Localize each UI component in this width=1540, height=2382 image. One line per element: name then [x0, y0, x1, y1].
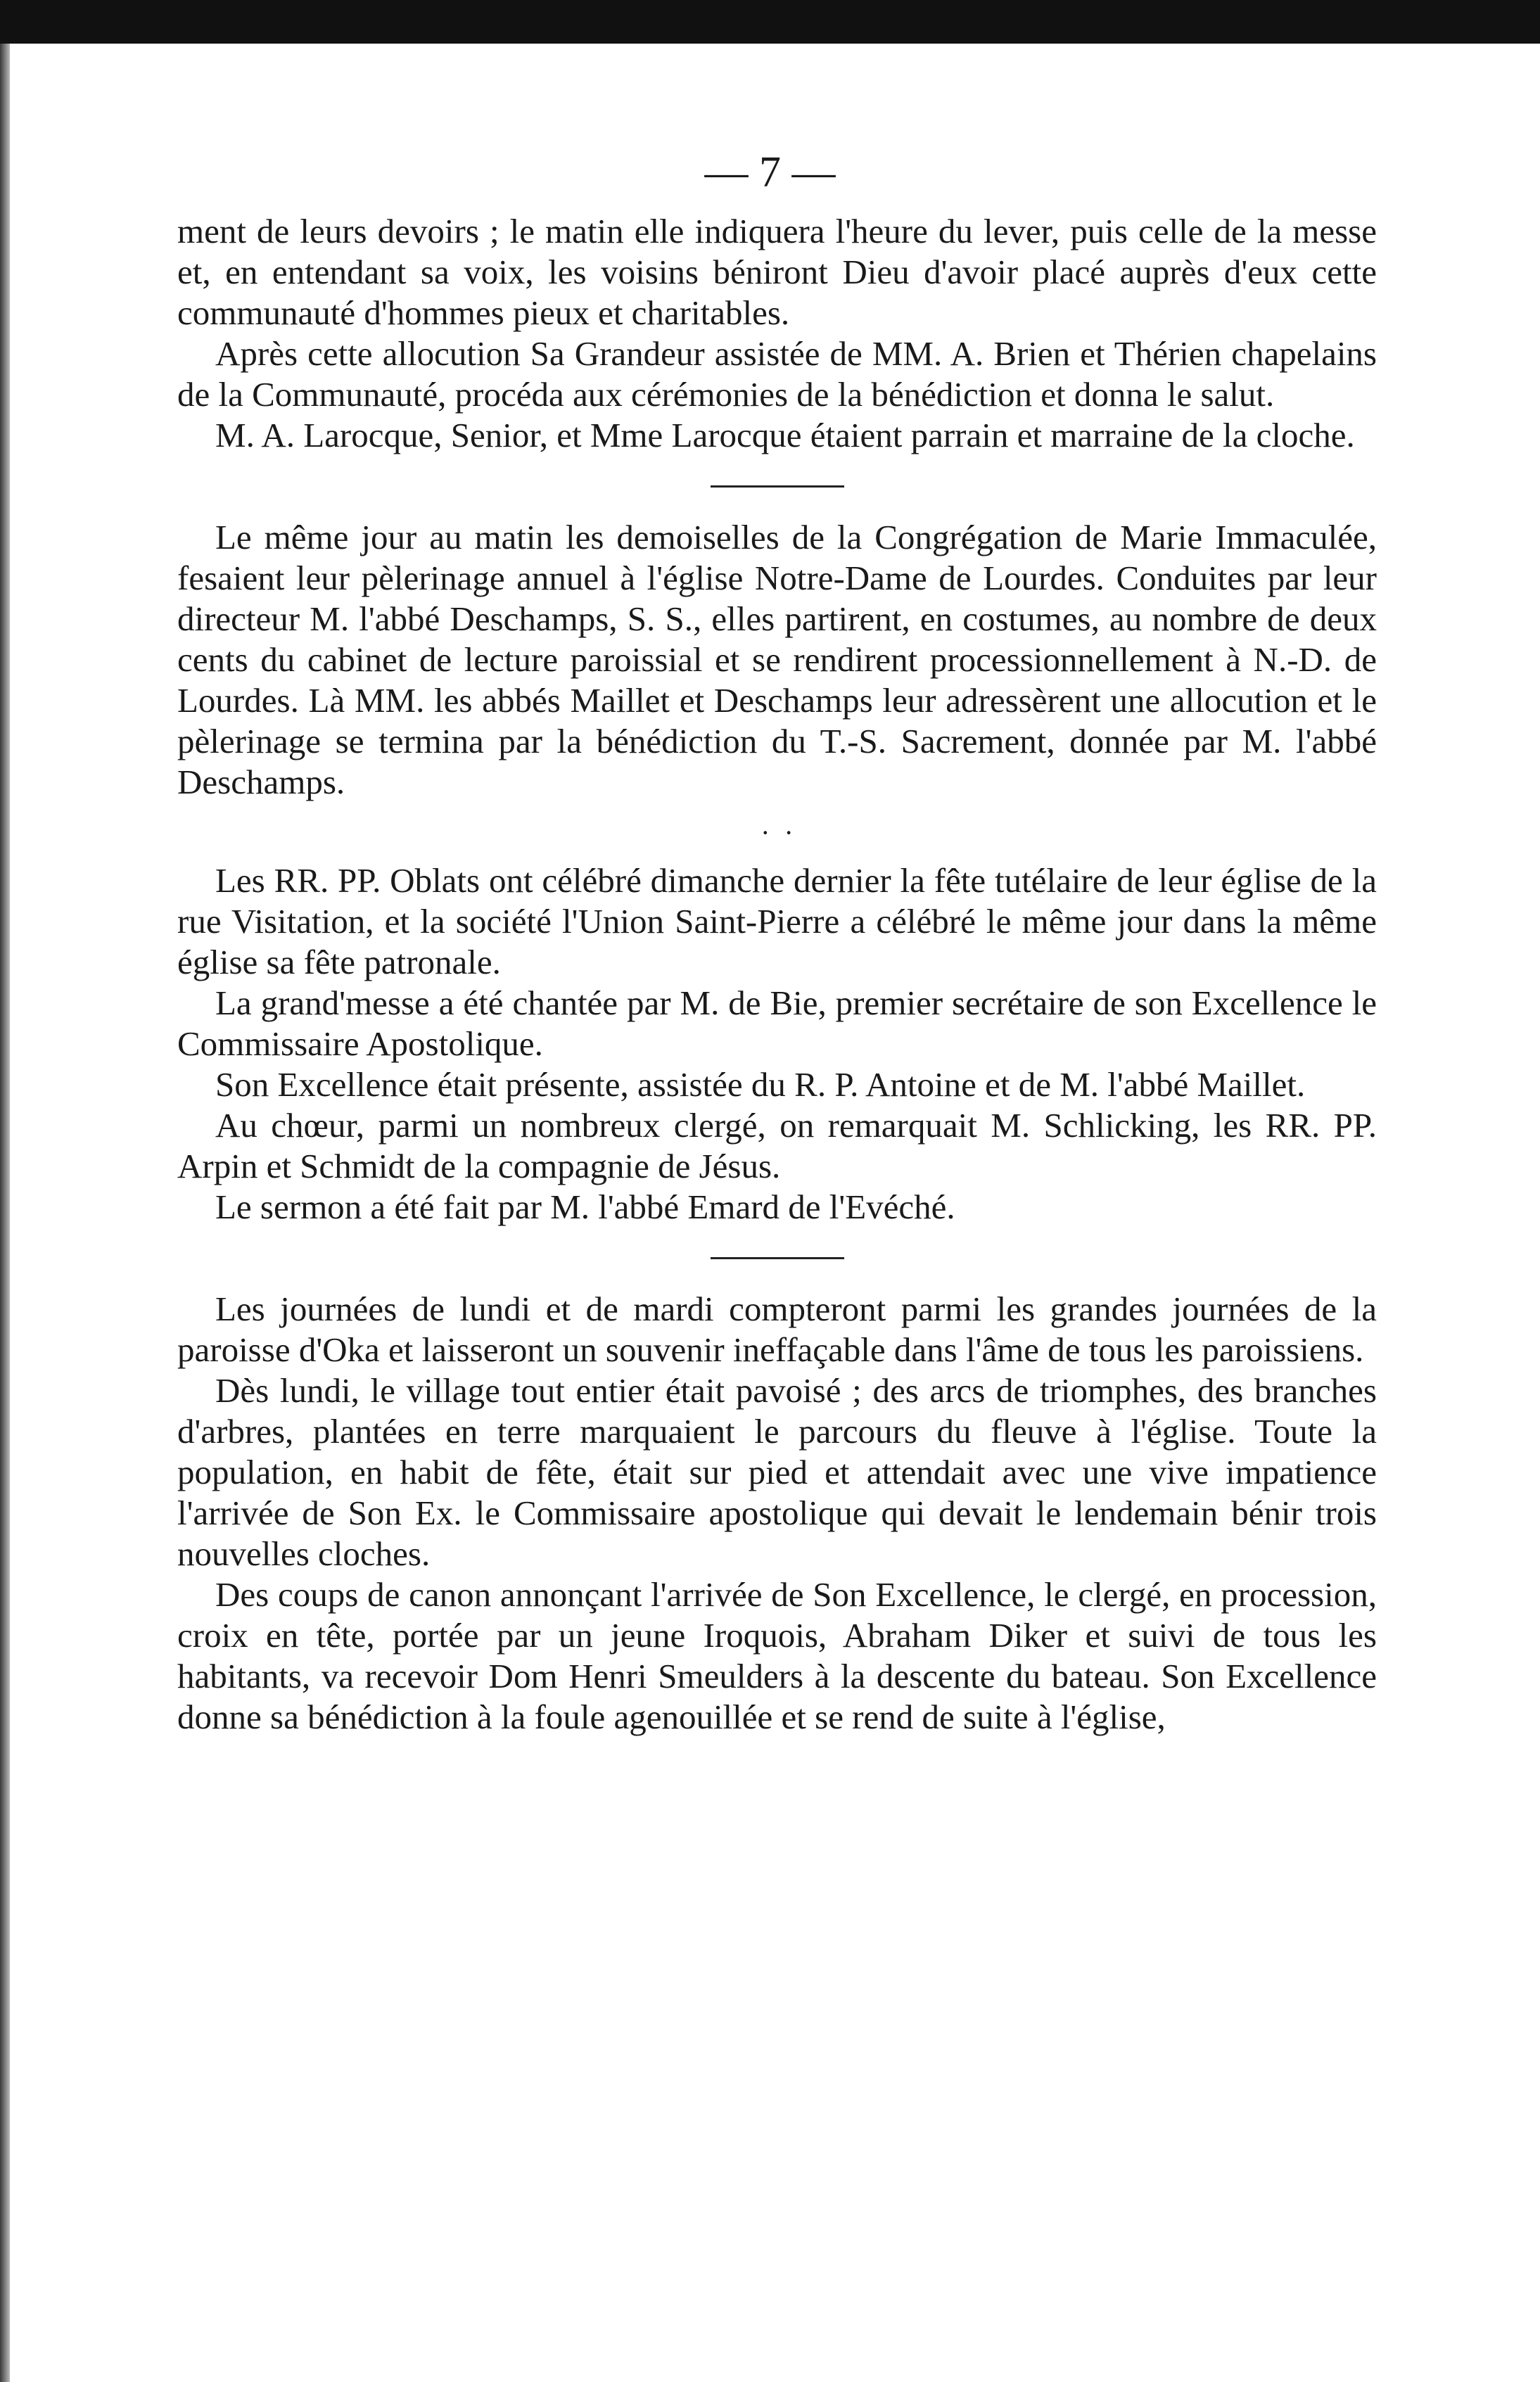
paragraph: La grand'messe a été chantée par M. de Bie, premier secrétaire de son Excellence le Commissaire Apostolique.: [177, 983, 1377, 1063]
scan-top-border: [0, 0, 1540, 44]
paragraph: ment de leurs devoirs ; le matin elle indiquera l'heure du lever, puis celle de la messe et, en entendant sa voix, les voisins béniront Dieu d'avoir placé auprès d'eux cette communauté d'hommes pieux et charitables.: [177, 212, 1377, 332]
paragraph: Les journées de lundi et de mardi compteront parmi les grandes journées de la paroisse d'Oka et laisseront un souvenir ineffaçable dans l'âme de tous les paroissiens.: [177, 1289, 1377, 1369]
page-number: — 7 —: [704, 148, 836, 196]
paragraph: M. A. Larocque, Senior, et Mme Larocque étaient parrain et marraine de la cloche.: [215, 416, 1355, 454]
paragraph: Des coups de canon annonçant l'arrivée de Son Excellence, le clergé, en procession, croix en tête, portée par un jeune Iroquois, Abraham Diker et suivi de tous les habitants, va recevoir Dom Henri Smeulders à la descente du bateau. Son Excellence donne sa bénédiction à la foule agenouillée et se rend de suite à l'église,: [177, 1575, 1377, 1736]
paragraph: Son Excellence était présente, assistée du R. P. Antoine et de M. l'abbé Maillet.: [215, 1065, 1306, 1104]
paragraph: Les RR. PP. Oblats ont célébré dimanche dernier la fête tutélaire de leur église de la rue Visitation, et la société l'Union Saint-Pierre a célébré le même jour dans la même église sa fête patronale.: [177, 861, 1377, 981]
section-divider: [711, 1257, 844, 1259]
ornament-divider: · ·: [761, 817, 794, 848]
paragraph: Au chœur, parmi un nombreux clergé, on remarquait M. Schlicking, les RR. PP. Arpin et Schmidt de la compagnie de Jésus.: [177, 1106, 1377, 1185]
section-divider: [711, 485, 844, 488]
paragraph: Après cette allocution Sa Grandeur assistée de MM. A. Brien et Thérien chapelains de la Communauté, procéda aux cérémonies de la bénédiction et donna le salut.: [177, 334, 1377, 414]
paragraph: Le sermon a été fait par M. l'abbé Emard de l'Evéché.: [215, 1187, 955, 1226]
paragraph: Le même jour au matin les demoiselles de la Congrégation de Marie Immaculée, fesaient leur pèlerinage annuel à l'église Notre-Dame de Lourdes. Conduites par leur directeur M. l'abbé Deschamps, S. S., elles partirent, en costumes, au nombre de deux cents du cabinet de lecture paroissial et se rendirent processionnellement à N.-D. de Lourdes. Là MM. les abbés Maillet et Deschamps leur adressèrent une allocution et le pèlerinage se termina par la bénédiction du T.-S. Sacrement, donnée par M. l'abbé Deschamps.: [177, 518, 1377, 801]
scan-left-edge: [0, 44, 10, 2382]
paragraph: Dès lundi, le village tout entier était pavoisé ; des arcs de triomphes, des branches d'arbres, plantées en terre marquaient le parcours du fleuve à l'église. Toute la population, en habit de fête, était sur pied et attendait avec une vive impatience l'arrivée de Son Ex. le Commissaire apostolique qui devait le lendemain bénir trois nouvelles cloches.: [177, 1371, 1377, 1573]
article-body: [177, 211, 1377, 1738]
